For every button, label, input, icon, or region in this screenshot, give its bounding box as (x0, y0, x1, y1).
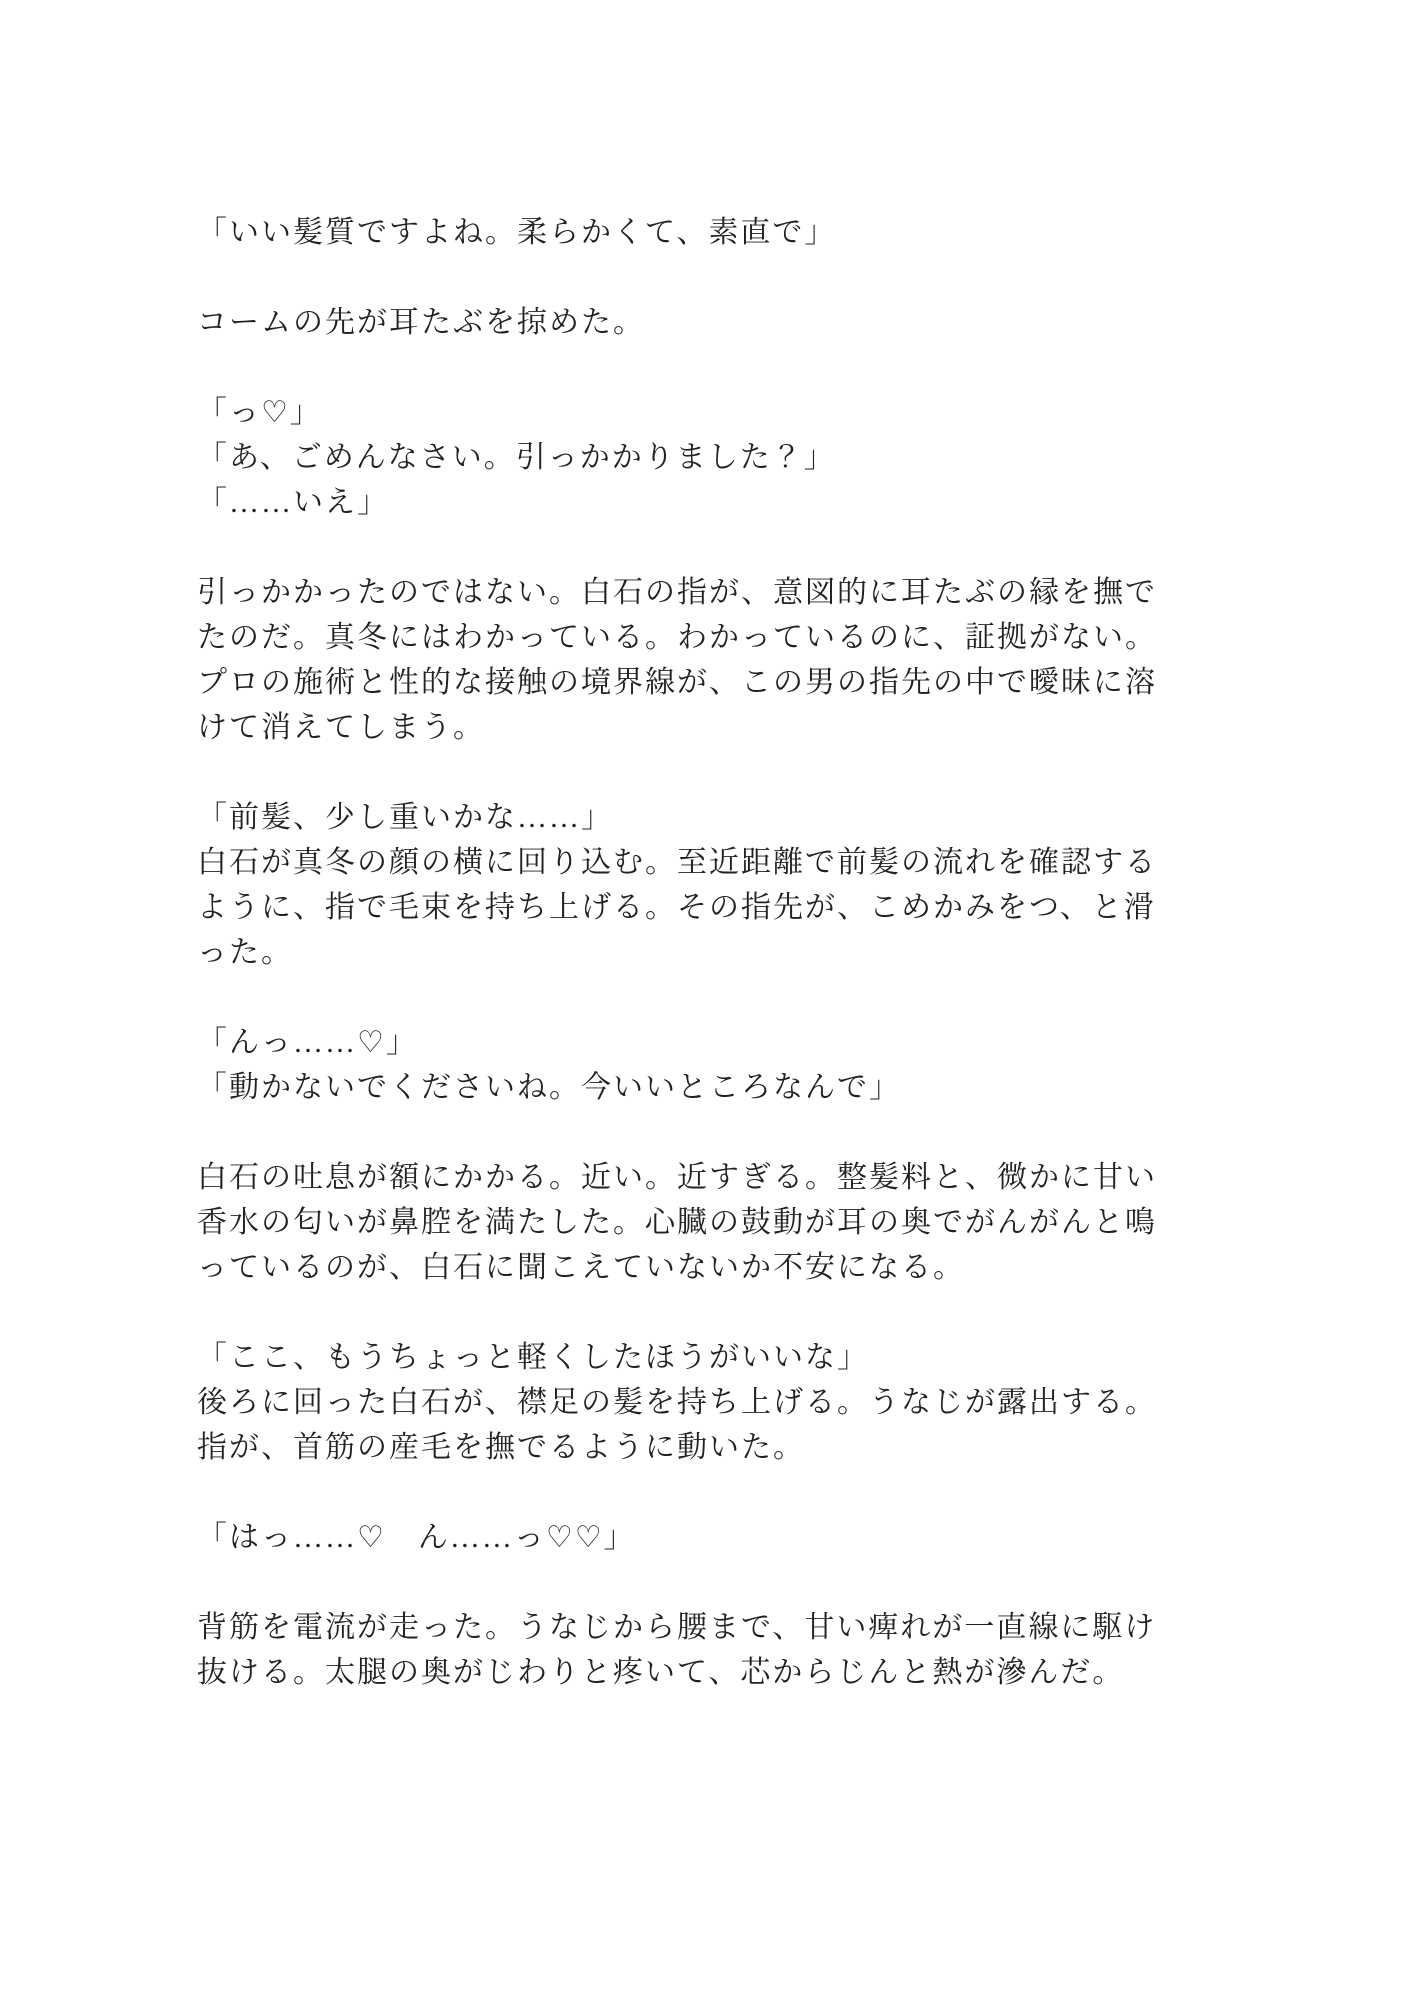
text-line: 白石が真冬の顔の横に回り込む。至近距離で前髪の流れを確認する (197, 846, 1157, 879)
paragraph (197, 1515, 1187, 1560)
text-line: コームの先が耳たぶを掠めた。 (197, 306, 645, 339)
text-line: 「はっ……♡ ん……っ♡♡」 (197, 1521, 636, 1554)
text-line: 「あ、ごめんなさい。引っかかりました？」 (197, 441, 836, 474)
text-line: たのだ。真冬にはわかっている。わかっているのに、証拠がない。 (197, 621, 1157, 654)
paragraph (197, 210, 1187, 255)
text-line: 背筋を電流が走った。うなじから腰まで、甘い痺れが一直線に駆け (197, 1611, 1157, 1644)
text-line: 香水の匂いが鼻腔を満たした。心臓の鼓動が耳の奥でがんがんと鳴 (197, 1206, 1157, 1239)
paragraph (197, 570, 1187, 750)
text-line: 「ここ、もうちょっと軽くしたほうがいいな」 (197, 1341, 869, 1374)
text-line: けて消えてしまう。 (197, 711, 485, 744)
text-line: プロの施術と性的な接触の境界線が、この男の指先の中で曖昧に溶 (197, 666, 1157, 699)
paragraph (197, 1020, 1187, 1110)
text-line: 抜ける。太腿の奥がじわりと疼いて、芯からじんと熱が滲んだ。 (197, 1656, 1125, 1689)
text-line: 後ろに回った白石が、襟足の髪を持ち上げる。うなじが露出する。 (197, 1386, 1157, 1419)
text-line: 指が、首筋の産毛を撫でるように動いた。 (197, 1431, 805, 1464)
text-line: 「前髪、少し重いかな……」 (197, 801, 613, 834)
paragraph (197, 1605, 1187, 1695)
text-line: 「動かないでくださいね。今いいところなんで」 (197, 1071, 901, 1104)
text-line: 「……いえ」 (197, 486, 389, 519)
text-line: ように、指で毛束を持ち上げる。その指先が、こめかみをつ、と滑 (197, 891, 1156, 924)
text-line: 白石の吐息が額にかかる。近い。近すぎる。整髪料と、微かに甘い (197, 1161, 1157, 1194)
paragraph (197, 300, 1187, 345)
text-line: 「んっ……♡」 (197, 1026, 418, 1059)
text-block (197, 210, 1187, 1740)
text-line: 「いい髪質ですよね。柔らかくて、素直で」 (197, 216, 837, 249)
text-line: った。 (197, 936, 293, 969)
paragraph (197, 1335, 1187, 1470)
text-line: 引っかかったのではない。白石の指が、意図的に耳たぶの縁を撫で (197, 576, 1157, 609)
text-line: 「っ♡」 (197, 396, 322, 429)
paragraph (197, 795, 1187, 975)
text-line: っているのが、白石に聞こえていないか不安になる。 (197, 1251, 965, 1284)
paragraph (197, 390, 1187, 525)
paragraph (197, 1155, 1187, 1290)
